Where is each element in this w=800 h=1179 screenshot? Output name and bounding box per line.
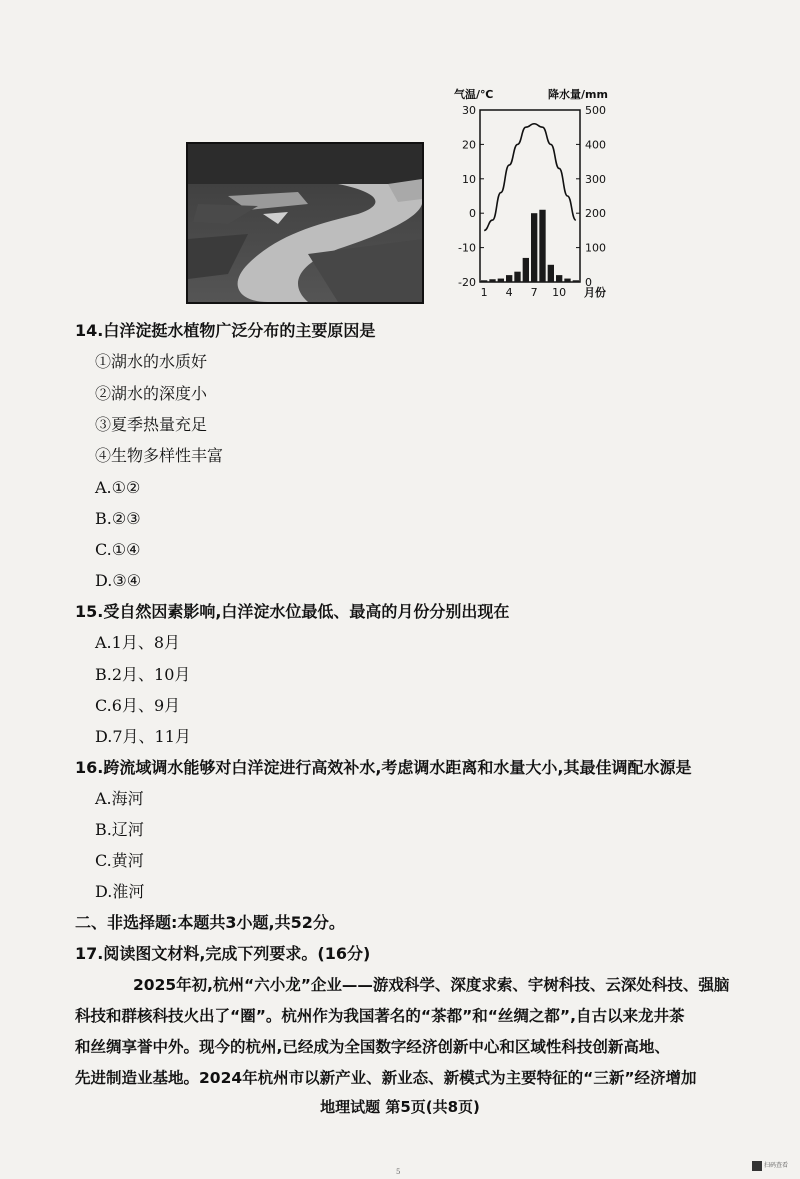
precipitation-bar xyxy=(531,213,537,282)
precipitation-bar xyxy=(506,275,512,282)
precipitation-bar xyxy=(523,258,529,282)
q17-para-line-1: 2025年初,杭州“六小龙”企业——游戏科学、深度求索、宇树科技、云深处科技、强脑 xyxy=(133,976,730,994)
q17-stem: 17.阅读图文材料,完成下列要求。(16分) xyxy=(75,944,371,963)
q17-para-line-4: 先进制造业基地。2024年杭州市以新产业、新业态、新模式为主要特征的“三新”经济增加 xyxy=(75,1069,697,1087)
x-axis-label: 月份 xyxy=(584,286,606,299)
precipitation-bar xyxy=(514,272,520,282)
climate-chart xyxy=(448,84,608,306)
left-tick-label: 20 xyxy=(462,138,476,152)
scan-badge-text: 扫码查看 xyxy=(764,1162,789,1169)
q15-option-b: B.2月、10月 xyxy=(95,665,191,684)
q16-option-c: C.黄河 xyxy=(95,851,144,870)
precipitation-bar xyxy=(539,210,545,282)
q17-material xyxy=(75,970,735,1094)
left-axis-label: 气温/℃ xyxy=(454,88,494,101)
right-tick-label: 300 xyxy=(585,172,606,186)
x-tick-label: 7 xyxy=(530,286,538,299)
q14-option-b: B.②③ xyxy=(95,509,141,528)
precipitation-bar xyxy=(564,279,570,282)
q16-option-b: B.辽河 xyxy=(95,820,144,839)
q14-option-d: D.③④ xyxy=(95,571,142,590)
q16-stem: 16.跨流域调水能够对白洋淀进行高效补水,考虑调水距离和水量大小,其最佳调配水源是 xyxy=(75,758,692,777)
precipitation-bar xyxy=(481,280,487,282)
q17-para-line-2: 科技和群核科技火出了“圈”。杭州作为我国著名的“茶都”和“丝绸之都”,自古以来龙井茶 xyxy=(75,1007,685,1025)
q16-option-a: A.海河 xyxy=(95,789,144,808)
q14-option-a: A.①② xyxy=(95,478,141,497)
right-tick-label: 200 xyxy=(585,207,606,221)
q14-item-4: ④生物多样性丰富 xyxy=(95,446,224,465)
qr-code-icon xyxy=(752,1161,762,1171)
wetland-photo xyxy=(186,142,424,304)
q15-stem: 15.受自然因素影响,白洋淀水位最低、最高的月份分别出现在 xyxy=(75,602,510,621)
temperature-line xyxy=(484,124,576,231)
left-tick-label: -10 xyxy=(458,241,476,255)
left-tick-label: 30 xyxy=(462,104,476,117)
q15-option-d: D.7月、11月 xyxy=(95,727,191,746)
x-tick-label: 10 xyxy=(552,286,567,299)
precipitation-bar xyxy=(556,275,562,282)
x-tick-label: 4 xyxy=(505,286,513,299)
right-tick-label: 500 xyxy=(585,104,606,117)
right-tick-label: 400 xyxy=(585,138,606,152)
chart-frame xyxy=(480,110,580,282)
precipitation-bar xyxy=(489,279,495,282)
precipitation-bar xyxy=(498,279,504,282)
q14-option-c: C.①④ xyxy=(95,540,141,559)
q15-option-c: C.6月、9月 xyxy=(95,696,181,715)
q15-option-a: A.1月、8月 xyxy=(95,633,181,652)
q16-option-d: D.淮河 xyxy=(95,882,145,901)
left-tick-label: 0 xyxy=(469,207,476,221)
precipitation-bar xyxy=(548,265,554,282)
scan-badge xyxy=(752,1160,794,1172)
q14-item-2: ②湖水的深度小 xyxy=(95,384,208,403)
precipitation-bar xyxy=(573,280,579,282)
right-tick-label: 0 xyxy=(585,276,592,289)
page-number: 5 xyxy=(396,1168,401,1176)
q14-item-3: ③夏季热量充足 xyxy=(95,415,208,434)
climate-chart-svg xyxy=(448,84,608,306)
wetland-image xyxy=(188,144,422,302)
right-axis-label: 降水量/mm xyxy=(548,88,608,101)
q17-para-line-3: 和丝绸享誉中外。现今的杭州,已经成为全国数字经济创新中心和区域性科技创新高地、 xyxy=(75,1038,670,1056)
right-tick-label: 100 xyxy=(585,241,606,255)
section-2-heading: 二、非选择题:本题共3小题,共52分。 xyxy=(75,913,345,932)
q14-item-1: ①湖水的水质好 xyxy=(95,352,208,371)
x-tick-label: 1 xyxy=(480,286,488,299)
left-tick-label: 10 xyxy=(462,172,476,186)
q14-stem: 14.白洋淀挺水植物广泛分布的主要原因是 xyxy=(75,321,376,340)
page-footer: 地理试题 第5页(共8页) xyxy=(320,1098,480,1116)
left-tick-label: -20 xyxy=(458,276,476,289)
